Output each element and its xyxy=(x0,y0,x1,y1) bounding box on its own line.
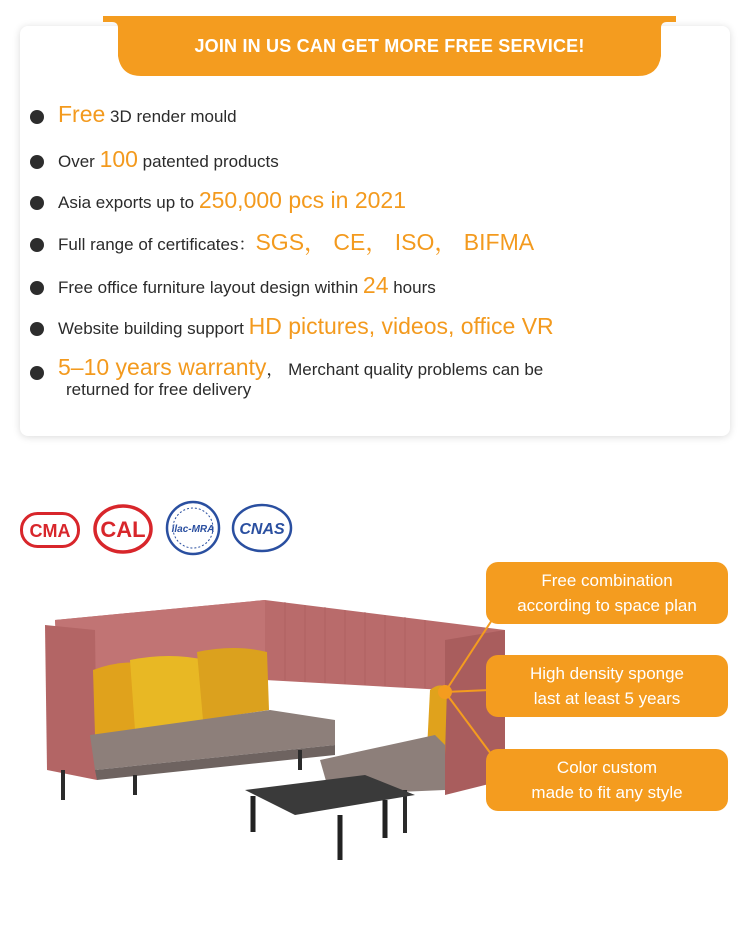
benefit-item: Over 100 patented products xyxy=(30,148,698,173)
benefit-item: Free 3D render mould xyxy=(30,103,698,128)
feature-callout-sponge: High density sponge last at least 5 years xyxy=(486,655,728,717)
benefit-item: Website building support HD pictures, videos, office VR xyxy=(30,315,698,340)
benefit-item: 5–10 years warranty， Merchant quality problems can be returned for free delivery xyxy=(30,357,698,400)
feature-callout-color: Color custom made to fit any style xyxy=(486,749,728,811)
svg-text:CAL: CAL xyxy=(100,517,146,542)
benefit-item: Free office furniture layout design within 24 hours xyxy=(30,274,698,299)
svg-text:ilac-MRA: ilac-MRA xyxy=(171,524,215,535)
banner-title: JOIN IN US CAN GET MORE FREE SERVICE! xyxy=(194,36,585,56)
benefit-item: Asia exports up to 250,000 pcs in 2021 xyxy=(30,189,698,214)
svg-text:CMA: CMA xyxy=(29,521,71,541)
benefit-item: Full range of certificates：SGS， CE， ISO， BIFMA xyxy=(30,231,698,256)
benefit-item-continuation: returned for free delivery xyxy=(66,380,252,399)
feature-callout-combination: Free combination according to space plan xyxy=(486,562,728,624)
svg-text:CNAS: CNAS xyxy=(239,521,285,538)
